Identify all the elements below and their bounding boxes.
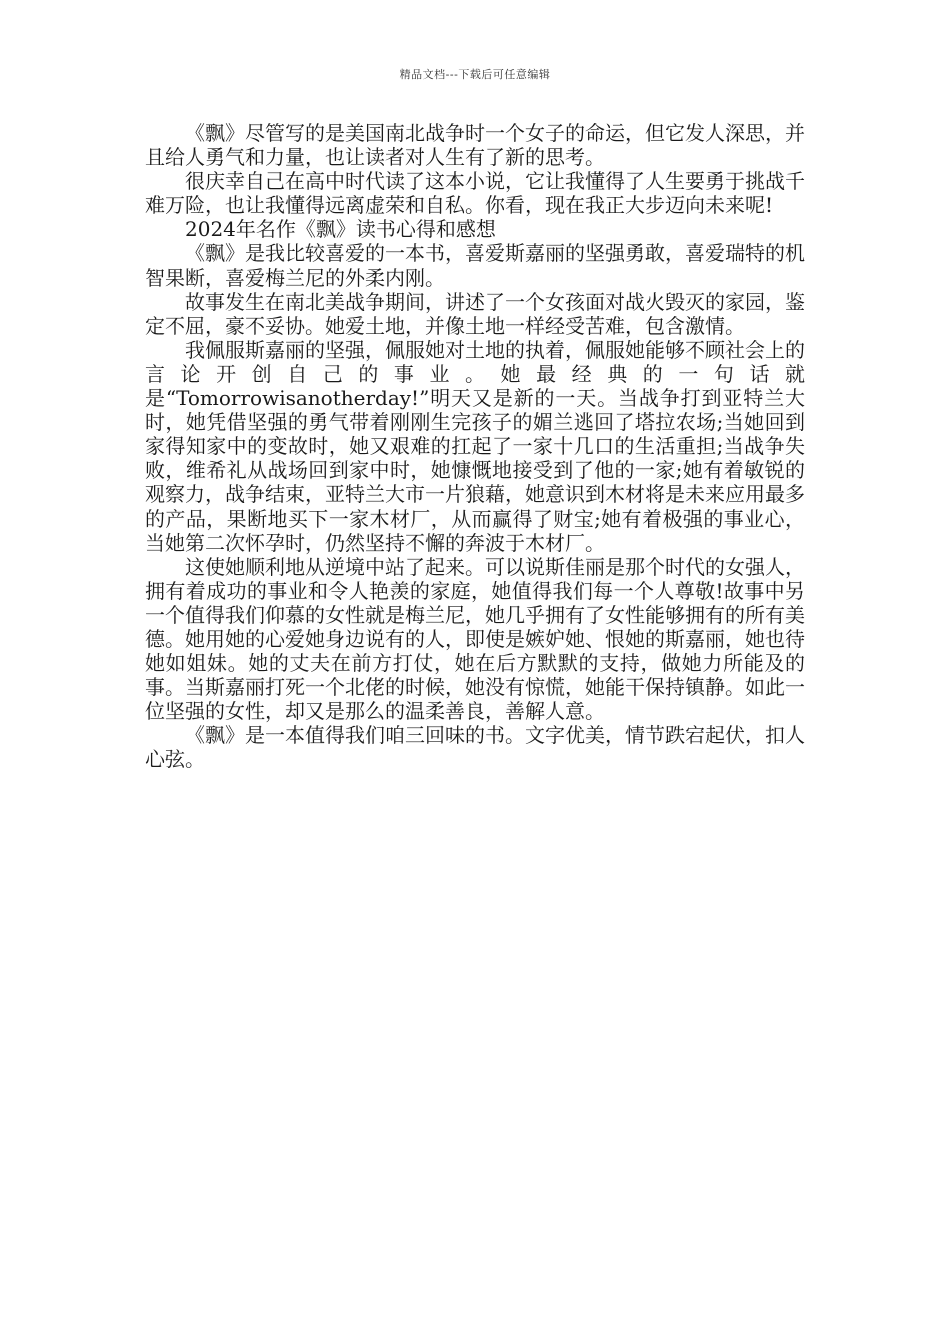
paragraph: 《飘》是我比较喜爱的一本书，喜爱斯嘉丽的坚强勇敢，喜爱瑞特的机智果断，喜爱梅兰尼的外柔内刚。: [145, 241, 805, 290]
paragraph: 《飘》尽管写的是美国南北战争时一个女子的命运，但它发人深思，并且给人勇气和力量，也让读者对人生有了新的思考。: [145, 121, 805, 170]
paragraph: 《飘》是一本值得我们咱三回味的书。文字优美，情节跌宕起伏，扣人心弦。: [145, 723, 805, 772]
paragraph: 这使她顺利地从逆境中站了起来。可以说斯佳丽是那个时代的女强人，拥有着成功的事业和令人艳羡的家庭，她值得我们每一个人尊敬!故事中另一个值得我们仰慕的女性就是梅兰尼，她几乎拥有了女性能够拥有的所有美德。她用她的心爱她身边说有的人，即使是嫉妒她、恨她的斯嘉丽，她也待她如姐妹。她的丈夫在前方打仗，她在后方默默的支持，做她力所能及的事。当斯嘉丽打死一个北佬的时候，她没有惊慌，她能干保持镇静。如此一位坚强的女性，却又是那么的温柔善良，善解人意。: [145, 554, 805, 724]
paragraph: 很庆幸自己在高中时代读了这本小说，它让我懂得了人生要勇于挑战千难万险，也让我懂得远离虚荣和自私。你看，现在我正大步迈向未来呢!: [145, 169, 805, 218]
section-title: 2024年名作《飘》读书心得和感想: [185, 217, 496, 242]
document-body: [145, 121, 805, 772]
paragraph: 故事发生在南北美战争期间，讲述了一个女孩面对战火毁灭的家园，鉴定不屈，豪不妥协。她爱土地，并像土地一样经受苦难，包含激情。: [145, 289, 805, 338]
page-header: 精品文档---下载后可任意编辑: [399, 68, 551, 81]
paragraph: 我佩服斯嘉丽的坚强，佩服她对土地的执着，佩服她能够不顾社会上的言论开创自己的事业。她最经典的一句话就是“Tomorrowisanotherday!”明天又是新的一天。当战争打到亚特兰大时，她凭借坚强的勇气带着刚刚生完孩子的媚兰逃回了塔拉农场;当她回到家得知家中的变故时，她又艰难的扛起了一家十几口的生活重担;当战争失败，维希礼从战场回到家中时，她慷慨地接受到了他的一家;她有着敏锐的观察力，战争结束，亚特兰大市一片狼藉，她意识到木材将是未来应用最多的产品，果断地买下一家木材厂，从而赢得了财宝;她有着极强的事业心，当她第二次怀孕时，仍然坚持不懈的奔波于木材厂。: [145, 337, 805, 555]
